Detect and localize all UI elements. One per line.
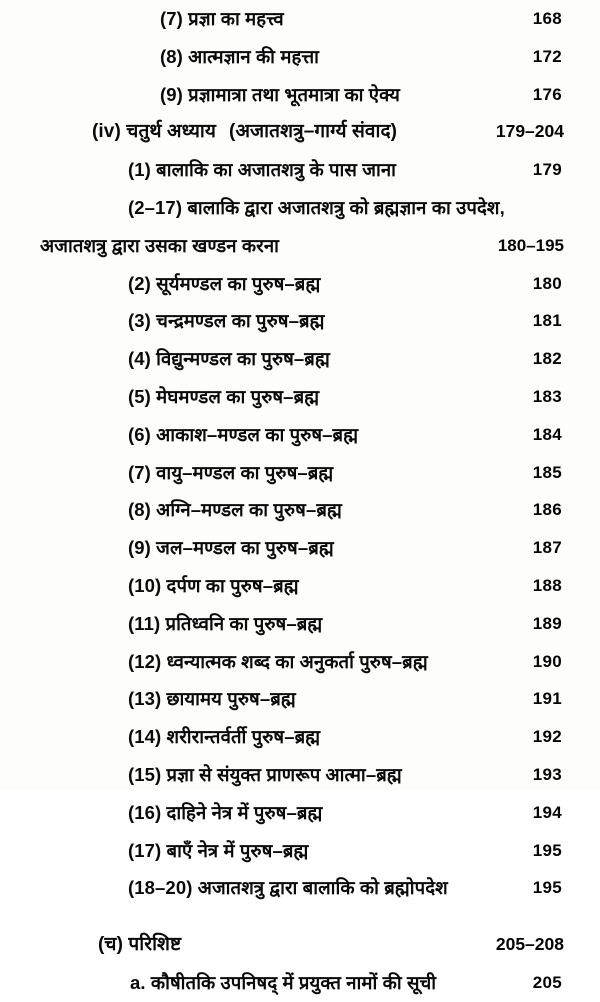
toc-entry-label: (7) वायु–मण्डल का पुरुष–ब्रह्म: [128, 461, 334, 483]
toc-entry[interactable]: [0, 227, 600, 265]
toc-entry[interactable]: [0, 529, 600, 567]
toc-entry[interactable]: [0, 794, 600, 832]
toc-entry-page-number: 168: [532, 9, 562, 28]
toc-entry-page-number: 184: [532, 424, 562, 444]
toc-entry-page-number: 183: [532, 386, 562, 406]
toc-entry-label: (6) आकाश–मण्डल का पुरुष–ब्रह्म: [128, 423, 359, 445]
toc-entry-page-number: 185: [532, 462, 562, 482]
toc-entry-label: [92, 113, 397, 151]
toc-entry-page-number: 179–204: [495, 121, 564, 142]
toc-entry-label: (10) दर्पण का पुरुष–ब्रह्म: [128, 574, 299, 596]
toc-entry-label: (18–20) अजातशत्रु द्वारा बालाकि को ब्रह्मोपदेश: [128, 877, 448, 899]
toc-entry[interactable]: [0, 454, 600, 492]
toc-entry-page-number: 195: [532, 878, 562, 898]
toc-entry-label: (8) आत्मज्ञान की महत्ता: [160, 45, 320, 67]
toc-entry-page-number: 176: [532, 84, 562, 104]
toc-entry-label: (16) दाहिने नेत्र में पुरुष–ब्रह्म: [128, 801, 323, 823]
toc-entry-label: (2–17) बालाकि द्वारा अजातशत्रु को ब्रह्मज्ञान का उपदेश,: [128, 196, 505, 218]
toc-entry-label: (7) प्रज्ञा का महत्त्व: [160, 8, 284, 29]
toc-entry[interactable]: [0, 643, 600, 681]
toc-entry[interactable]: [0, 756, 600, 794]
toc-entry-page-number: 186: [532, 500, 562, 520]
toc-entry[interactable]: [0, 0, 600, 38]
toc-entry-label: (3) चन्द्रमण्डल का पुरुष–ब्रह्म: [128, 310, 325, 332]
toc-entry-page-number: 172: [532, 46, 562, 66]
toc-entry[interactable]: [0, 189, 600, 227]
toc-entry-subtitle: (अजातशत्रु–गार्ग्य संवाद): [229, 121, 398, 143]
toc-entry-label: (4) विद्युन्मण्डल का पुरुष–ब्रह्म: [128, 348, 330, 370]
toc-entry[interactable]: [0, 378, 600, 416]
toc-entry-page-number: 188: [532, 575, 562, 595]
toc-entry[interactable]: [0, 302, 600, 340]
toc-entry-label: (12) ध्वन्यात्मक शब्द का अनुकर्ता पुरुष–ब्रह्म: [128, 650, 428, 672]
toc-entry-page-number: 189: [532, 613, 562, 633]
toc-entry-label: (17) बाएँ नेत्र में पुरुष–ब्रह्म: [128, 839, 309, 861]
toc-entry[interactable]: [0, 567, 600, 605]
toc-entry-label: (15) प्रज्ञा से संयुक्त प्राणरूप आत्मा–ब्रह्म: [128, 763, 402, 785]
toc-entry[interactable]: [0, 491, 600, 529]
toc-entry[interactable]: [0, 869, 600, 907]
toc-entry[interactable]: [0, 38, 600, 76]
toc-entry-label: (9) जल–मण्डल का पुरुष–ब्रह्म: [128, 537, 334, 559]
toc-entry[interactable]: [0, 340, 600, 378]
toc-entry-label: अजातशत्रु द्वारा उसका खण्डन करना: [40, 234, 279, 256]
toc-entry-label: (8) अग्नि–मण्डल का पुरुष–ब्रह्म: [128, 499, 342, 521]
toc-entry-page-number: 205: [532, 972, 562, 992]
toc-entry-page-number: 187: [532, 538, 562, 558]
toc-entry[interactable]: [0, 151, 600, 189]
toc-entry[interactable]: [0, 832, 600, 870]
toc-entry-page-number: 195: [532, 840, 562, 860]
toc-entry-label: (11) प्रतिध्वनि का पुरुष–ब्रह्म: [128, 612, 323, 634]
toc-entry-page-number: 181: [532, 311, 562, 331]
toc-entry-page-number: 179: [532, 160, 562, 180]
toc-entry[interactable]: [0, 680, 600, 718]
toc-entry[interactable]: [0, 113, 600, 151]
toc-entry-label: a. कौषीतकि उपनिषद् में प्रयुक्त नामों की सूची: [130, 971, 437, 993]
toc-entry[interactable]: [0, 926, 600, 964]
toc-entry-page-number: 205–208: [495, 934, 564, 955]
toc-entry-label: (9) प्रज्ञामात्रा तथा भूतमात्रा का ऐक्य: [160, 83, 400, 105]
toc-entry-page-number: 190: [532, 651, 562, 671]
toc-entry[interactable]: [0, 605, 600, 643]
toc-entry[interactable]: [0, 265, 600, 303]
toc-entry-page-number: 193: [532, 764, 562, 784]
toc-entry-page-number: 191: [532, 689, 562, 709]
toc-entry-label: (14) शरीरान्तर्वर्ती पुरुष–ब्रह्म: [128, 726, 321, 748]
toc-entry-page-number: 182: [532, 349, 562, 369]
toc-entry-label: (2) सूर्यमण्डल का पुरुष–ब्रह्म: [128, 272, 321, 294]
toc-entry-label: (1) बालाकि का अजातशत्रु के पास जाना: [128, 159, 397, 181]
toc-entry[interactable]: [0, 964, 600, 1002]
toc-entry-label: (5) मेघमण्डल का पुरुष–ब्रह्म: [128, 385, 320, 407]
toc-entry[interactable]: [0, 416, 600, 454]
toc-entry-label: (13) छायामय पुरुष–ब्रह्म: [128, 688, 296, 710]
toc-entry[interactable]: [0, 76, 600, 114]
toc-entry-page-number: 180–195: [497, 235, 564, 255]
toc-entry[interactable]: [0, 718, 600, 756]
toc-entry-page-number: 180: [532, 273, 562, 293]
toc-entry-page-number: 192: [532, 727, 562, 747]
toc-entry-label: (च) परिशिष्ट: [98, 934, 182, 956]
section-spacer: [0, 907, 600, 926]
toc-entry-page-number: 194: [532, 802, 562, 822]
toc-entry-title: (iv) चतुर्थ अध्याय: [92, 121, 217, 143]
